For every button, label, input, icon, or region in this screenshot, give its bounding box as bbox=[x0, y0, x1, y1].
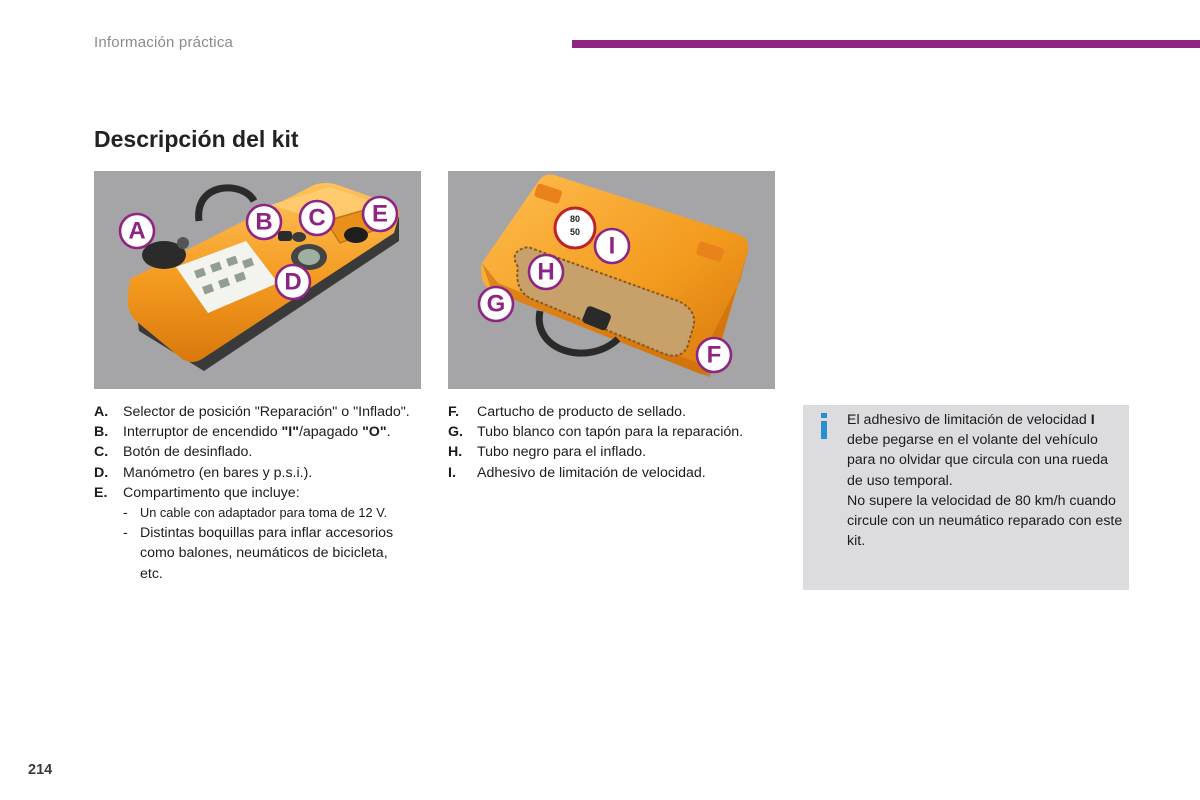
legend-key: B. bbox=[94, 424, 109, 441]
svg-text:A: A bbox=[128, 217, 146, 245]
callout-H bbox=[529, 255, 563, 289]
info-note bbox=[803, 405, 1129, 590]
svg-text:80: 80 bbox=[569, 214, 581, 224]
callout-C bbox=[300, 201, 334, 235]
svg-text:B: B bbox=[255, 208, 273, 236]
callout-D bbox=[276, 265, 310, 299]
svg-text:I: I bbox=[608, 232, 616, 260]
legend-key: G. bbox=[448, 424, 463, 441]
speed-limit-sticker bbox=[555, 208, 595, 248]
legend-text: Botón de desinflado. bbox=[123, 444, 253, 461]
legend-item-d bbox=[94, 463, 414, 483]
legend-item-i bbox=[448, 463, 788, 483]
legend-subitem: - Un cable con adaptador para toma de 12 V. bbox=[123, 503, 414, 523]
legend-text: Manómetro (en bares y p.s.i.). bbox=[123, 464, 313, 481]
legend-key: A. bbox=[94, 404, 109, 420]
legend-key: I. bbox=[448, 464, 456, 481]
legend-text: Cartucho de producto de sellado. bbox=[477, 404, 687, 420]
info-note-text: El adhesivo de limitación de velocidad I debe pegarse en el volante del vehículo para no olvidar que circula con una rueda de uso temporal. No supere la velocidad de 80 km/h cuando circule con un neumático reparado con este kit. bbox=[847, 412, 1123, 550]
legend-item-b bbox=[94, 422, 414, 442]
legend-item-e bbox=[94, 483, 414, 503]
callout-B bbox=[247, 205, 281, 239]
legend-right bbox=[448, 402, 788, 483]
legend-item-a bbox=[94, 402, 414, 422]
callout-F bbox=[697, 338, 731, 372]
svg-text:F: F bbox=[706, 341, 722, 369]
page-number: 214 bbox=[28, 762, 53, 778]
legend-text: Interruptor de encendido "I"/apagado "O". bbox=[123, 424, 391, 441]
callout-A bbox=[120, 214, 154, 248]
legend-item-g bbox=[448, 422, 788, 442]
legend-text: Compartimento que incluye: bbox=[123, 484, 300, 501]
svg-text:50: 50 bbox=[569, 227, 581, 237]
callout-G bbox=[479, 287, 513, 321]
carry-handle bbox=[199, 188, 254, 221]
svg-text:C: C bbox=[308, 204, 326, 232]
kit-underside-illustration bbox=[448, 171, 775, 389]
section-header: Información práctica bbox=[94, 34, 234, 51]
page-title: Descripción del kit bbox=[94, 126, 299, 152]
legend-item-f bbox=[448, 402, 788, 422]
legend-text: Selector de posición "Reparación" o "Inflado". bbox=[123, 404, 410, 420]
legend-item-c bbox=[94, 442, 414, 462]
legend-key: E. bbox=[94, 484, 108, 501]
info-icon bbox=[817, 411, 831, 441]
kit-compressor-illustration bbox=[94, 171, 421, 389]
legend-left bbox=[94, 402, 414, 584]
callout-I bbox=[595, 229, 629, 263]
legend-subitem-text: Distintas boquillas para inflar accesorios como balones, neumáticos de bicicleta, etc. bbox=[140, 525, 394, 582]
legend-key: H. bbox=[448, 444, 463, 461]
svg-text:H: H bbox=[537, 258, 555, 286]
legend-item-h bbox=[448, 442, 788, 462]
legend-key: C. bbox=[94, 444, 109, 461]
svg-text:D: D bbox=[284, 268, 302, 296]
svg-text:G: G bbox=[486, 290, 506, 318]
legend-key: D. bbox=[94, 464, 109, 481]
svg-text:E: E bbox=[371, 200, 389, 228]
legend-text: Adhesivo de limitación de velocidad. bbox=[477, 464, 706, 481]
legend-text: Tubo blanco con tapón para la reparación. bbox=[477, 424, 744, 441]
header-accent-bar bbox=[572, 40, 1200, 48]
legend-text: Tubo negro para el inflado. bbox=[477, 444, 647, 461]
legend-subitem: - Distintas boquillas para inflar accesorios como balones, neumáticos de bicicleta, etc. bbox=[123, 523, 414, 584]
callout-E bbox=[363, 197, 397, 231]
legend-subitem-text: Un cable con adaptador para toma de 12 V. bbox=[140, 505, 388, 521]
legend-key: F. bbox=[448, 404, 460, 420]
